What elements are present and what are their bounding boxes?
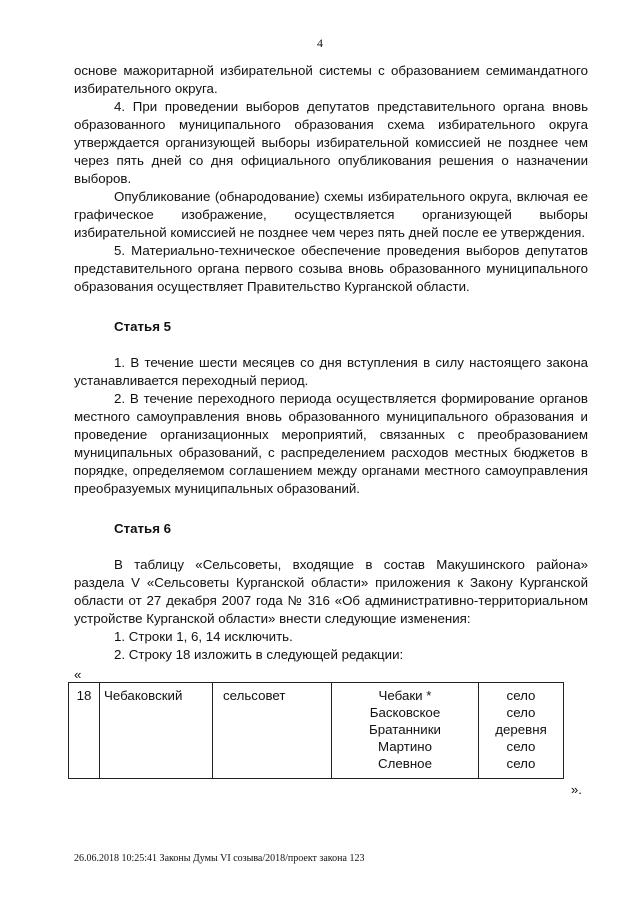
settlement-name: Мартино [378, 739, 432, 754]
settlement-name: Братанники [369, 722, 441, 737]
paragraph-item-5: 5. Материально-техническое обеспечение проведения выборов депутатов представительного органа первого созыва вновь образованного муниципального образования осуществляет Правительство Курганской области. [74, 243, 588, 294]
document-body [74, 62, 588, 797]
article-6-title: Статья 6 [114, 521, 172, 536]
settlement-name: Чебаки * [378, 688, 432, 703]
paragraph-item-4: 4. При проведении выборов депутатов представительного органа вновь образованного муниципального образования схема избирательного округа утверждается организующей выборы избирательной комиссией не позднее чем через пять дней со дня официального опубликования решения о назначении выборов. [74, 99, 588, 186]
unit-type: сельсовет [213, 683, 332, 779]
page-number: 4 [317, 36, 323, 50]
article-6-item-2: 2. Строку 18 изложить в следующей редакции: [114, 647, 404, 662]
settlements-table [68, 682, 564, 779]
settlement-kind: село [506, 756, 536, 771]
row-number: 18 [69, 683, 100, 779]
settlement-name: Слевное [378, 756, 432, 771]
paragraph-continuation: основе мажоритарной избирательной системы с образованием семимандатного избирательного округа. [74, 63, 588, 96]
article-5-item-2: 2. В течение переходного периода осуществляется формирование органов местного самоуправления вновь образованного муниципального образования и проведение организационных мероприятий, связанных с преобразованием муниципальных образований, с распределением расходов местных бюджетов в порядке, определяемом соглашением между органами местного самоуправления преобразуемых муниципальных образований. [74, 391, 588, 496]
table-row [69, 683, 564, 779]
quote-open: « [74, 667, 82, 682]
quote-close: ». [570, 782, 582, 797]
settlement-kind: село [506, 739, 536, 754]
article-5-title: Статья 5 [114, 319, 172, 334]
selsovet-name: Чебаковский [100, 683, 213, 779]
paragraph-publication: Опубликование (обнародование) схемы избирательного округа, включая ее графическое изображение, осуществляется организующей выборы избирательной комиссией не позднее чем через пять дней после ее утверждения. [74, 189, 588, 240]
article-5-item-1: 1. В течение шести месяцев со дня вступления в силу настоящего закона устанавливается переходный период. [74, 355, 588, 388]
article-6-intro: В таблицу «Сельсоветы, входящие в состав Макушинского района» раздела V «Сельсоветы Курганской области» приложения к Закону Курганской области от 27 декабря 2007 года № 316 «Об административно-территориальном устройстве Курганской области» внести следующие изменения: [74, 557, 588, 626]
settlement-name: Басковское [369, 705, 441, 720]
settlement-kinds-cell [479, 683, 564, 779]
footer-path: 26.06.2018 10:25:41 Законы Думы VI созыва/2018/проект закона 123 [74, 853, 365, 864]
article-6-item-1: 1. Строки 1, 6, 14 исключить. [114, 629, 293, 644]
settlements-cell [332, 683, 479, 779]
settlement-kind: село [506, 688, 536, 703]
settlement-kind: деревня [495, 722, 547, 737]
settlement-kind: село [506, 705, 536, 720]
